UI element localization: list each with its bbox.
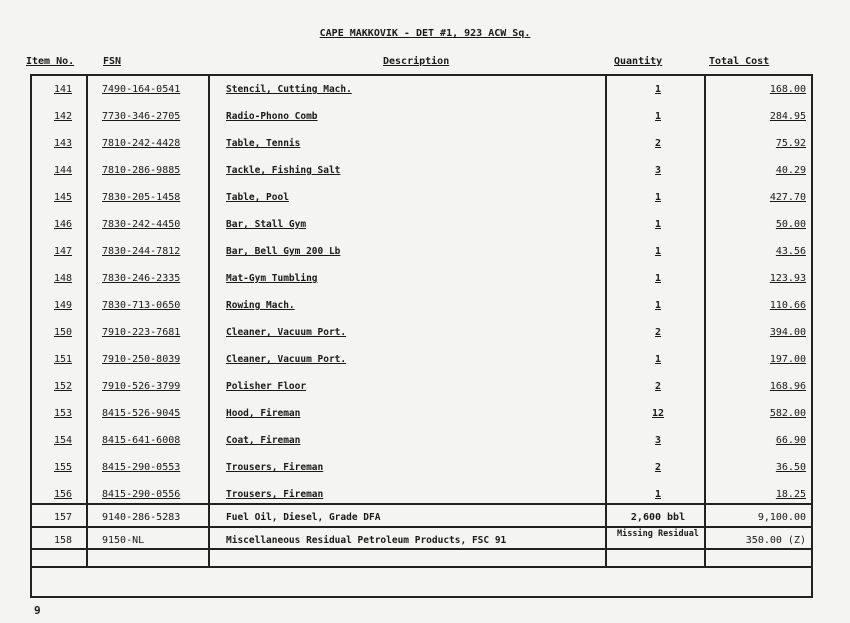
item-description: Fuel Oil, Diesel, Grade DFA [226,512,381,523]
fsn-code: 7830-246-2335 [102,273,181,284]
item-quantity: 1 [654,354,662,365]
item-description: Trousers, Fireman [226,489,324,500]
item-quantity: 1 [654,192,662,203]
item-number: 151 [53,354,73,365]
item-quantity: 12 [651,408,665,419]
page-number: 9 [34,604,41,617]
fsn-code: 8415-290-0553 [102,462,181,473]
item-number: 155 [53,462,73,473]
inventory-table [30,74,813,598]
item-quantity: 3 [654,435,662,446]
item-total-cost: 168.00 [769,84,806,95]
item-total-cost: 197.00 [769,354,806,365]
item-number: 149 [53,300,73,311]
item-number: 144 [53,165,73,176]
item-description: Polisher Floor [226,381,307,392]
fsn-code: 7910-526-3799 [102,381,181,392]
table-row [30,134,813,161]
item-number: 150 [53,327,73,338]
table-row [30,161,813,188]
col-header-description: Description [383,56,450,67]
table-row [30,458,813,485]
item-quantity: 1 [654,300,662,311]
item-total-cost: 18.25 [775,489,806,500]
item-total-cost: 36.50 [775,462,806,473]
fsn-code: 9140-286-5283 [102,512,181,523]
col-header-total-cost: Total Cost [709,56,770,67]
table-row [30,531,813,558]
fsn-code: 8415-526-9045 [102,408,181,419]
item-description: Table, Tennis [226,138,301,149]
item-number: 158 [53,535,73,546]
item-description: Cleaner, Vacuum Port. [226,354,347,365]
item-description: Mat-Gym Tumbling [226,273,318,284]
fsn-code: 7830-205-1458 [102,192,181,203]
table-row [30,296,813,323]
item-quantity: 3 [654,165,662,176]
fsn-code: 7810-286-9885 [102,165,181,176]
item-number: 145 [53,192,73,203]
item-number: 152 [53,381,73,392]
col-header-quantity: Quantity [614,56,663,67]
table-row [30,350,813,377]
table-row [30,323,813,350]
fsn-code: 7910-223-7681 [102,327,181,338]
fsn-code: 7910-250-8039 [102,354,181,365]
item-number: 143 [53,138,73,149]
item-quantity: 1 [654,246,662,257]
item-quantity: 2 [654,327,662,338]
item-description: Radio-Phono Comb [226,111,318,122]
fsn-code: 7830-244-7812 [102,246,181,257]
item-number: 157 [53,512,73,523]
row-divider [30,566,813,568]
table-row [30,80,813,107]
table-row [30,404,813,431]
item-total-cost: 50.00 [775,219,806,230]
item-quantity: 2,600 bbl [630,512,686,523]
col-header-fsn: FSN [103,56,122,67]
item-description: Cleaner, Vacuum Port. [226,327,347,338]
fsn-code: 7830-242-4450 [102,219,181,230]
fsn-code: 7830-713-0650 [102,300,181,311]
item-description: Coat, Fireman [226,435,301,446]
item-number: 156 [53,489,73,500]
fsn-code: 7730-346-2705 [102,111,181,122]
table-row [30,107,813,134]
table-row [30,377,813,404]
item-description: Stencil, Cutting Mach. [226,84,352,95]
item-total-cost: 75.92 [775,138,806,149]
item-total-cost: 427.70 [769,192,806,203]
item-quantity: 1 [654,219,662,230]
fsn-code: 8415-641-6008 [102,435,181,446]
item-number: 146 [53,219,73,230]
fsn-code: 7490-164-0541 [102,84,181,95]
item-total-cost: 168.96 [769,381,806,392]
item-quantity: 1 [654,84,662,95]
table-row [30,188,813,215]
item-number: 148 [53,273,73,284]
item-number: 154 [53,435,73,446]
item-quantity: 1 [654,273,662,284]
item-total-cost: 123.93 [769,273,806,284]
document-title: CAPE MAKKOVIK - DET #1, 923 ACW Sq. [319,28,531,39]
item-total-cost: 394.00 [769,327,806,338]
item-number: 147 [53,246,73,257]
item-total-cost: 350.00 (Z) [745,535,806,546]
item-quantity: 2 [654,462,662,473]
item-number: 141 [53,84,73,95]
table-row [30,215,813,242]
item-total-cost: 582.00 [769,408,806,419]
item-total-cost: 66.90 [775,435,806,446]
item-total-cost: 110.66 [769,300,806,311]
fsn-code: 7810-242-4428 [102,138,181,149]
table-row [30,431,813,458]
item-total-cost: 9,100.00 [757,512,806,523]
table-row [30,242,813,269]
item-description: Table, Pool [226,192,289,203]
item-total-cost: 40.29 [775,165,806,176]
item-total-cost: 43.56 [775,246,806,257]
item-description: Trousers, Fireman [226,462,324,473]
table-row [30,269,813,296]
fsn-code: 8415-290-0556 [102,489,181,500]
item-quantity: 1 [654,489,662,500]
item-description: Rowing Mach. [226,300,295,311]
item-quantity: 2 [654,381,662,392]
item-number: 142 [53,111,73,122]
item-description: Hood, Fireman [226,408,301,419]
item-total-cost: 284.95 [769,111,806,122]
col-header-item: Item No. [26,56,75,67]
fsn-code: 9150-NL [102,535,145,546]
item-quantity: 1 [654,111,662,122]
item-description: Bar, Stall Gym [226,219,307,230]
item-description: Bar, Bell Gym 200 Lb [226,246,341,257]
item-quantity: Missing Residual [617,529,699,539]
item-quantity: 2 [654,138,662,149]
item-description: Tackle, Fishing Salt [226,165,341,176]
item-description: Miscellaneous Residual Petroleum Products, FSC 91 [226,535,507,546]
item-number: 153 [53,408,73,419]
